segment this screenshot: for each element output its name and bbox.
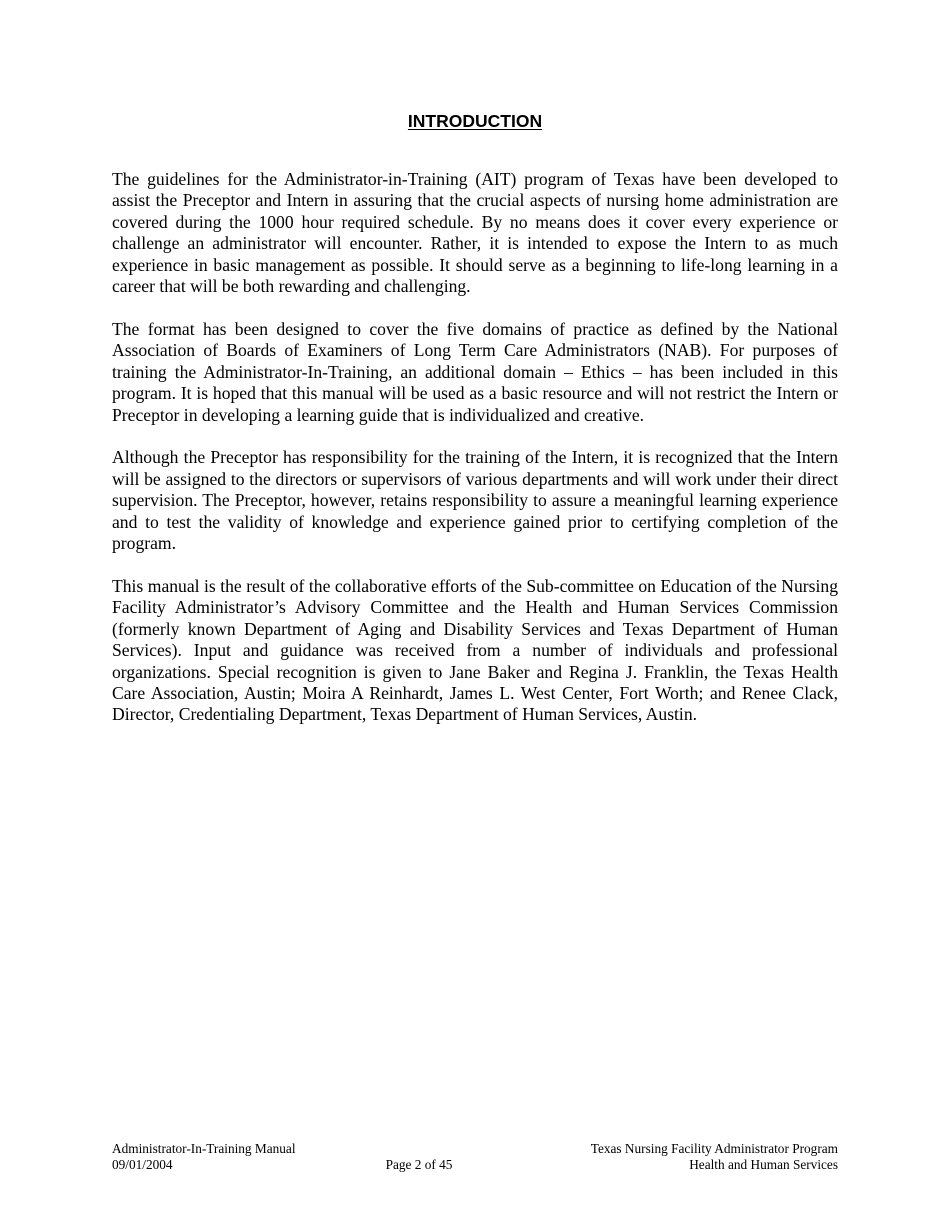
footer-right-block <box>591 1141 838 1173</box>
document-body <box>112 169 838 747</box>
footer-page-number: Page 2 of 45 <box>385 1157 453 1172</box>
footer-agency: Health and Human Services <box>689 1157 838 1172</box>
footer-date: 09/01/2004 <box>112 1157 173 1172</box>
paragraph-program-guidelines: The guidelines for the Administrator-in-Training (AIT) program of Texas have been developed to assist the Preceptor and Intern in assuring that the crucial aspects of nursing home administration are covered during the 1000 hour required schedule. By no means does it cover every experience or challenge an administrator will encounter. Rather, it is intended to expose the Intern to as much experience in basic management as possible. It should serve as a beginning to life-long learning in a career that will be both rewarding and challenging. <box>112 169 838 297</box>
footer-manual-name: Administrator-In-Training Manual <box>112 1141 296 1156</box>
paragraph-preceptor-responsibility: Although the Preceptor has responsibility for the training of the Intern, it is recognized that the Intern will be assigned to the directors or supervisors of various departments and will work under their direct supervision. The Preceptor, however, retains responsibility to assure a meaningful learning experience and to test the validity of knowledge and experience gained prior to certifying completion of the program. <box>112 447 838 554</box>
footer-program-name: Texas Nursing Facility Administrator Program <box>590 1141 838 1156</box>
page-footer <box>112 1141 838 1177</box>
page-title: INTRODUCTION <box>407 111 543 131</box>
paragraph-acknowledgements: This manual is the result of the collaborative efforts of the Sub-committee on Education of the Nursing Facility Administrator’s Advisory Committee and the Health and Human Services Commission (formerly known Department of Aging and Disability Services and Texas Department of Human Services). Input and guidance was received from a number of individuals and professional organizations. Special recognition is given to Jane Baker and Regina J. Franklin, the Texas Health Care Association, Austin; Moira A Reinhardt, James L. West Center, Fort Worth; and Renee Clack, Director, Credentialing Department, Texas Department of Human Services, Austin. <box>112 576 838 725</box>
paragraph-domains-of-practice: The format has been designed to cover the five domains of practice as defined by the National Association of Boards of Examiners of Long Term Care Administrators (NAB). For purposes of training the Administrator-In-Training, an additional domain – Ethics – has been included in this program. It is hoped that this manual will be used as a basic resource and will not restrict the Intern or Preceptor in developing a learning guide that is individualized and creative. <box>112 318 838 425</box>
